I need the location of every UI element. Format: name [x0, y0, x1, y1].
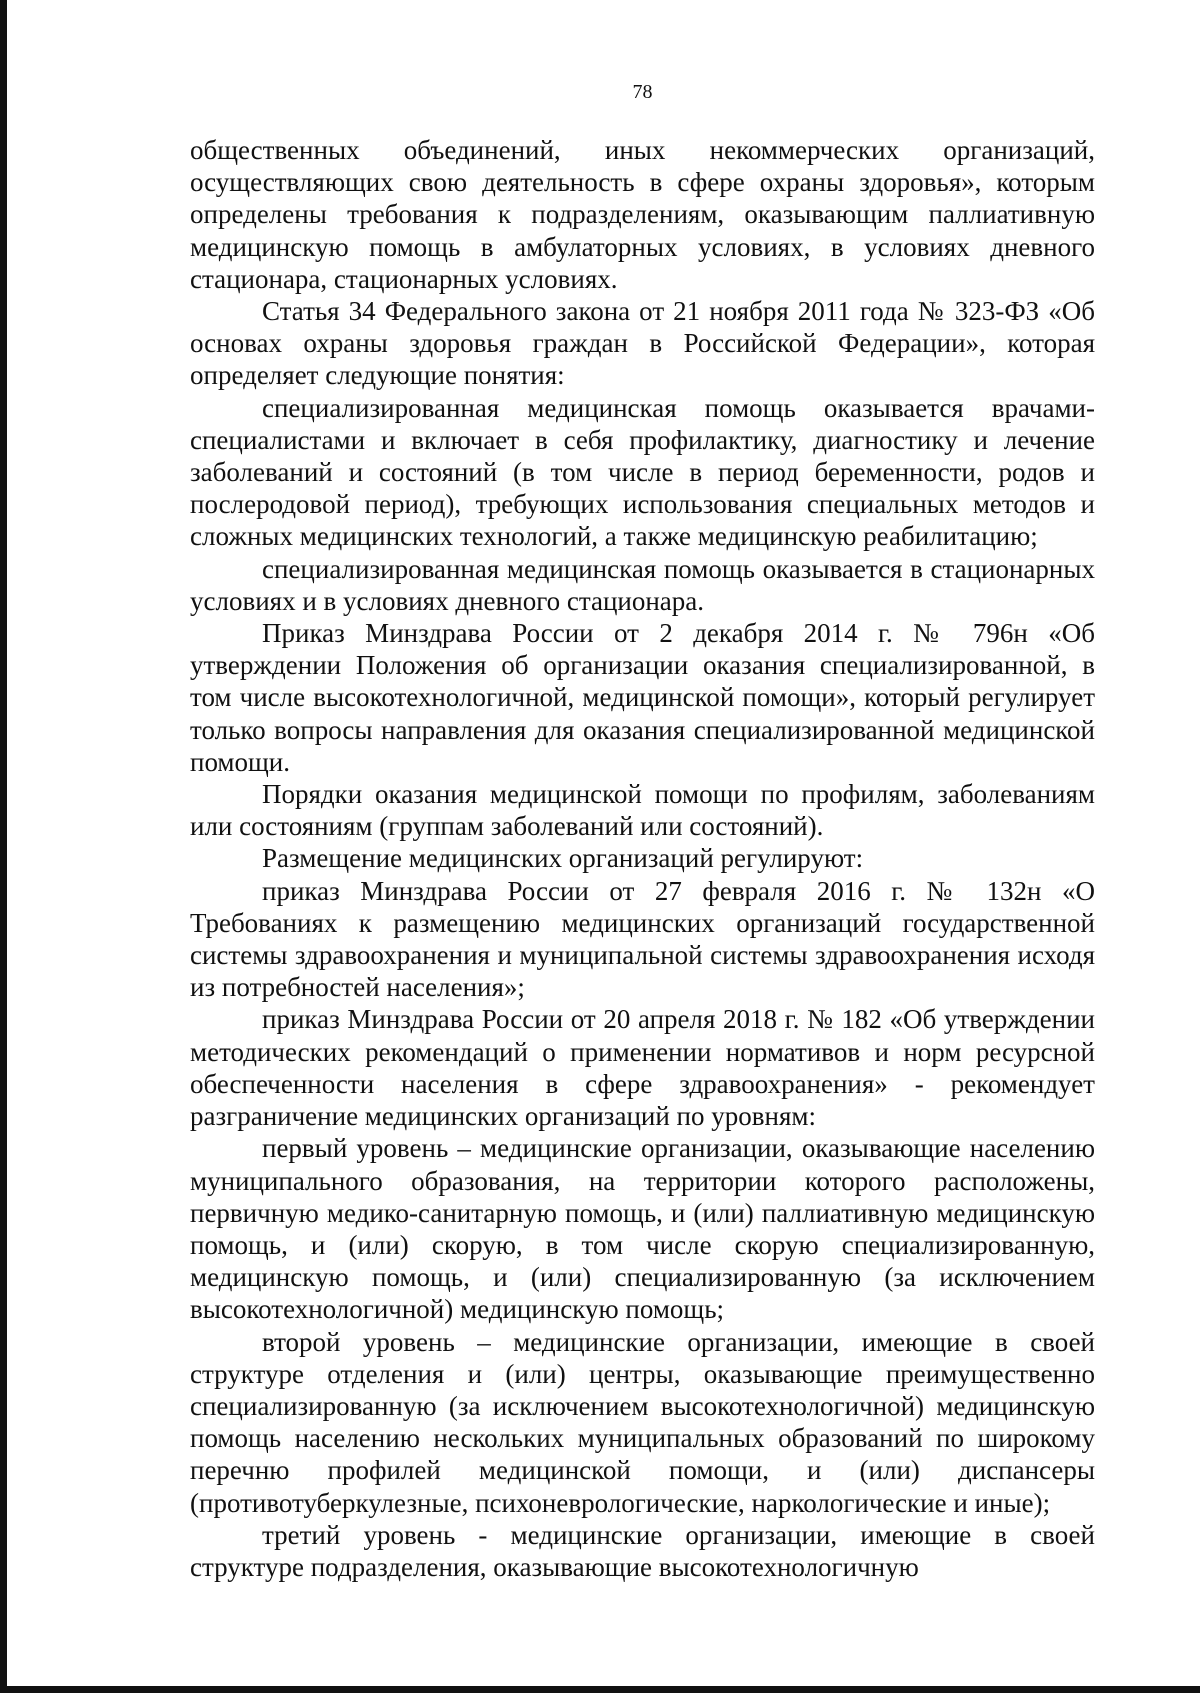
paragraph-10: первый уровень – медицинские организации, оказывающие населению муниципального образования, на территории которого расположены, первичную медико-санитарную помощь, и (или) паллиативную медицинскую помощь, и (или) скорую, в том числе скорую специализированную, медицинскую помощь, и (или) специализированную (за исключением высокотехнологичной) медицинскую помощь; [190, 1133, 1095, 1325]
paragraph-6: Порядки оказания медицинской помощи по профилям, заболеваниям или состояниям (группам заболеваний или состояний). [190, 779, 1095, 842]
page-number: 78 [632, 81, 653, 103]
scan-border-bottom [0, 1686, 1200, 1693]
paragraph-3: специализированная медицинская помощь оказывается врачами-специалистами и включает в себя профилактику, диагностику и лечение заболеваний и состояний (в том числе в период беременности, родов и послеродовой период), требующих использования специальных методов и сложных медицинских технологий, а также медицинскую реабилитацию; [190, 392, 1095, 552]
paragraph-8: приказ Минздрава России от 27 февраля 2016 г. № 132н «О Требованиях к размещению медицинских организаций государственной системы здравоохранения и муниципальной системы здравоохранения исходя из потребностей населения»; [190, 875, 1095, 1003]
scan-border-left [0, 0, 7, 1693]
paragraph-11: второй уровень – медицинские организации, имеющие в своей структуре отделения и (или) центры, оказывающие преимущественно специализированную (за исключением высокотехнологичной) медицинскую помощь населению нескольких муниципальных образований по широкому перечню профилей медицинской помощи, и (или) диспансеры (противотуберкулезные, психоневрологические, наркологические и иные); [190, 1326, 1095, 1518]
document-body [190, 134, 1095, 1583]
paragraph-12: третий уровень - медицинские организации, имеющие в своей структуре подразделения, оказывающие высокотехнологичную [190, 1519, 1095, 1582]
paragraph-4: специализированная медицинская помощь оказывается в стационарных условиях и в условиях дневного стационара. [190, 553, 1095, 616]
paragraph-7: Размещение медицинских организаций регулируют: [262, 843, 864, 874]
paragraph-1: общественных объединений, иных некоммерческих организаций, осуществляющих свою деятельность в сфере охраны здоровья», которым определены требования к подразделениям, оказывающим паллиативную медицинскую помощь в амбулаторных условиях, в условиях дневного стационара, стационарных условиях. [190, 135, 1095, 294]
document-page [190, 70, 1095, 1583]
paragraph-2: Статья 34 Федерального закона от 21 ноября 2011 года № 323-ФЗ «Об основах охраны здоровья граждан в Российской Федерации», которая определяет следующие понятия: [190, 296, 1095, 391]
paragraph-5: Приказ Минздрава России от 2 декабря 2014 г. № 796н «Об утверждении Положения об организации оказания специализированной, в том числе высокотехнологичной, медицинской помощи», который регулирует только вопросы направления для оказания специализированной медицинской помощи. [190, 618, 1095, 777]
paragraph-9: приказ Минздрава России от 20 апреля 2018 г. № 182 «Об утверждении методических рекомендаций о применении нормативов и норм ресурсной обеспеченности населения в сфере здравоохранения» - рекомендует разграничение медицинских организаций по уровням: [190, 1004, 1095, 1132]
